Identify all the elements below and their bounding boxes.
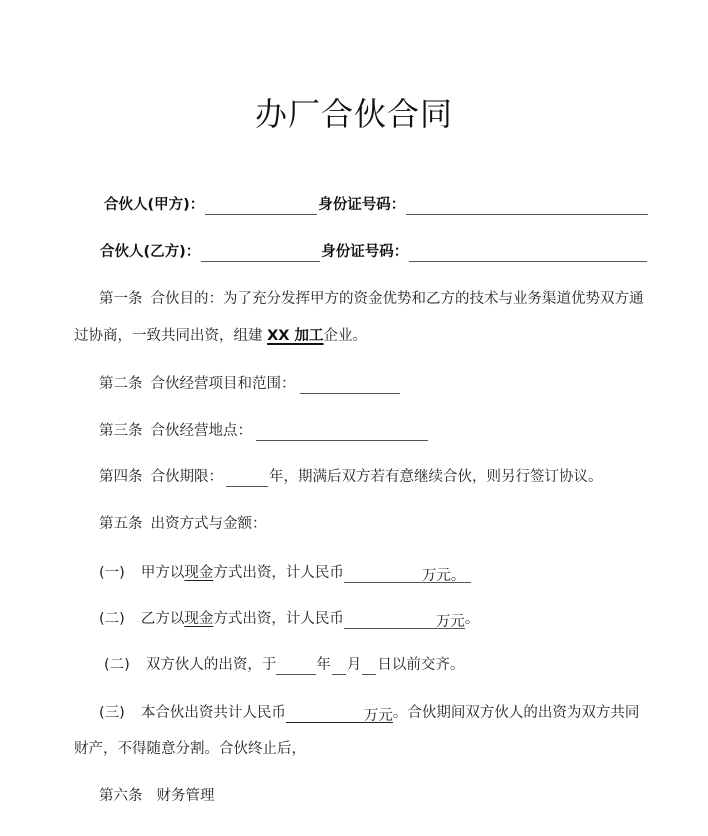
party-a-id-label: 身份证号码： [318, 197, 406, 213]
item-2-unit: 万元 [435, 614, 465, 630]
article-5-number: 第五条 [99, 516, 143, 532]
item-2 [99, 609, 479, 629]
deadline-day-field[interactable] [362, 658, 376, 675]
article-5-text: 出资方式与金额： [150, 516, 267, 532]
article-3 [99, 421, 429, 441]
item-1-number: (一) [99, 565, 125, 581]
document-title: 办厂合伙合同 [254, 95, 453, 133]
party-a-row [104, 195, 649, 215]
article-1-number: 第一条 [99, 291, 143, 307]
total-amount-field[interactable] [286, 706, 364, 723]
party-b-id-label: 身份证号码： [321, 244, 409, 260]
article-1-line-2 [74, 326, 367, 346]
article-1-line-1 [99, 289, 644, 309]
item-2-period: 。 [464, 611, 480, 627]
enterprise-name: XX 加工 [267, 328, 324, 344]
article-6-number: 第六条 [99, 788, 143, 804]
party-a-name-field[interactable] [205, 198, 317, 215]
party-b-row [100, 242, 648, 262]
item-2-amount-field[interactable] [344, 612, 436, 629]
item-3-number: (二) [104, 657, 130, 673]
item-4-text-cont: 。合伙期间双方伙人的出资为双方共同 [392, 705, 640, 721]
item-3-day-text: 日以前交齐。 [377, 657, 465, 673]
item-3-text: 双方伙人的出资，于 [145, 657, 277, 673]
item-4-text: 本合伙出资共计人民币 [140, 705, 286, 721]
item-4-line-1 [99, 703, 639, 723]
item-1-text-cont: 方式出资，计人民币 [213, 565, 344, 581]
article-6 [99, 786, 215, 806]
item-4-unit: 万元 [363, 708, 393, 724]
article-3-number: 第三条 [99, 423, 143, 439]
article-4-text: 合伙期限： [150, 469, 223, 485]
article-1-text-cont: 过协商，一致共同出资，组建 [74, 328, 268, 344]
article-4-text-cont: 年，期满后双方若有意继续合伙，则另行签订协议。 [269, 469, 603, 485]
item-2-number: (二) [99, 611, 125, 627]
item-1-unit: 万元。 [422, 566, 472, 583]
business-scope-field[interactable] [300, 377, 400, 394]
item-1-text: 甲方以 [140, 565, 185, 581]
enterprise-suffix: 企业。 [323, 328, 368, 344]
party-a-label: 合伙人(甲方)： [104, 197, 205, 213]
item-4-text-line-2: 财产，不得随意分割。合伙终止后， [74, 741, 306, 757]
article-1-text: 合伙目的：为了充分发挥甲方的资金优势和乙方的技术与业务渠道优势双方通 [150, 291, 644, 307]
item-4-line-2 [74, 739, 306, 759]
item-1-amount-field[interactable] [344, 566, 422, 583]
article-2-number: 第二条 [99, 376, 143, 392]
term-years-field[interactable] [226, 470, 268, 487]
article-3-text: 合伙经营地点： [150, 423, 252, 439]
item-3-month-label: 月 [346, 657, 362, 673]
item-2-text-cont: 方式出资，计人民币 [213, 611, 344, 627]
deadline-month-field[interactable] [332, 658, 346, 675]
article-5 [99, 514, 267, 534]
party-b-label: 合伙人(乙方)： [100, 244, 201, 260]
party-a-id-field[interactable] [406, 198, 648, 215]
item-1 [99, 563, 471, 583]
party-b-name-field[interactable] [201, 245, 320, 262]
article-2 [99, 374, 401, 394]
item-2-text: 乙方以 [140, 611, 185, 627]
article-2-text: 合伙经营项目和范围： [150, 376, 296, 392]
item-1-method: 现金 [184, 565, 214, 581]
item-4-number: (三) [99, 705, 125, 721]
article-6-text: 财务管理 [156, 788, 215, 804]
item-3 [104, 655, 464, 675]
article-4 [99, 467, 603, 487]
party-b-id-field[interactable] [409, 245, 647, 262]
business-location-field[interactable] [256, 424, 428, 441]
article-4-number: 第四条 [99, 469, 143, 485]
item-3-year-label: 年 [316, 657, 331, 673]
deadline-year-field[interactable] [276, 658, 316, 675]
item-2-method: 现金 [184, 611, 214, 627]
